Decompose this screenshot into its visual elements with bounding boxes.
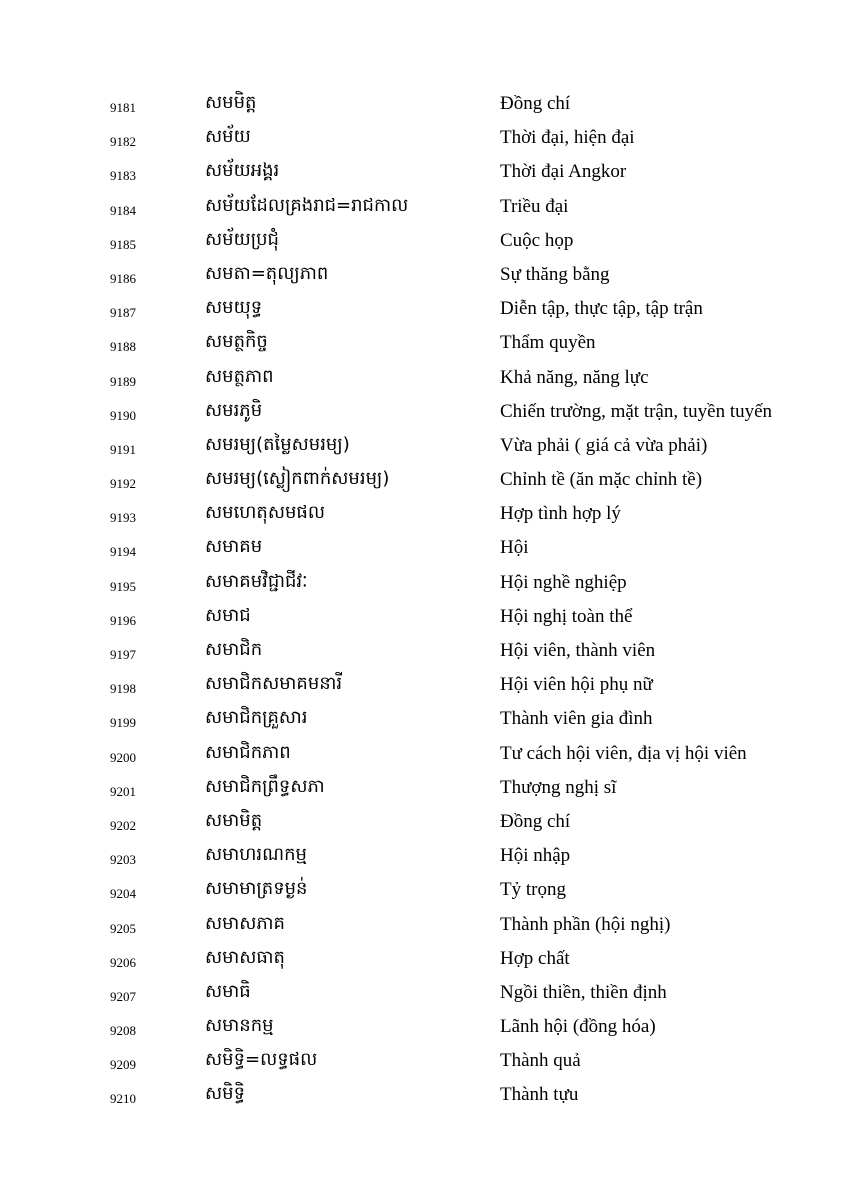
entry-row <box>0 804 848 838</box>
entry-row <box>0 325 848 359</box>
entry-row <box>0 975 848 1009</box>
entry-number: 9202 <box>110 817 136 833</box>
khmer-term: សមានកម្ម <box>205 1015 274 1037</box>
entry-number: 9189 <box>110 373 136 389</box>
vietnamese-translation: Chỉnh tề (ăn mặc chỉnh tề) <box>500 469 703 491</box>
entry-row <box>0 86 848 120</box>
khmer-term: សមិទ្ធិ=លទ្ធផល <box>205 1049 318 1071</box>
khmer-term: សមាសភាគ <box>205 912 285 934</box>
entry-number: 9209 <box>110 1057 136 1073</box>
entry-row <box>0 360 848 394</box>
entry-number: 9185 <box>110 236 136 252</box>
khmer-term: សមត្ថកិច្ច <box>205 331 268 353</box>
khmer-term: សមតា=តុល្យភាព <box>205 262 329 284</box>
khmer-term: សមរម្យ(ស្លៀកពាក់សមរម្យ) <box>205 468 390 490</box>
khmer-term: សមាគម <box>205 536 263 558</box>
vietnamese-translation: Ngồi thiền, thiền định <box>500 981 667 1003</box>
entry-number: 9190 <box>110 407 136 423</box>
vietnamese-translation: Hợp chất <box>500 947 570 969</box>
vietnamese-translation: Tư cách hội viên, địa vị hội viên <box>500 742 747 764</box>
entry-number: 9210 <box>110 1091 136 1107</box>
vietnamese-translation: Thời đại, hiện đại <box>500 127 635 149</box>
khmer-term: សម័យ <box>205 126 251 148</box>
vietnamese-translation: Hội nghị toàn thể <box>500 605 633 627</box>
entry-number: 9191 <box>110 441 136 457</box>
vietnamese-translation: Hợp tình hợp lý <box>500 503 621 525</box>
entry-row <box>0 701 848 735</box>
vietnamese-translation: Hội viên, thành viên <box>500 640 656 661</box>
entry-number: 9201 <box>110 783 136 799</box>
vietnamese-translation: Hội nghề nghiệp <box>500 571 627 593</box>
vietnamese-translation: Hội <box>500 537 529 559</box>
entry-row <box>0 1077 848 1111</box>
entry-row <box>0 565 848 599</box>
entry-number: 9188 <box>110 339 136 355</box>
entry-number: 9199 <box>110 715 136 731</box>
vietnamese-translation: Thời đại Angkor <box>500 161 627 183</box>
entry-row <box>0 770 848 804</box>
entry-row <box>0 599 848 633</box>
vietnamese-translation: Chiến trường, mặt trận, tuyền tuyến <box>500 400 773 422</box>
khmer-term: សមមិត្ត <box>205 92 257 113</box>
entry-number: 9182 <box>110 134 136 150</box>
khmer-term: សមាជិកសមាគមនារី <box>205 673 343 695</box>
vietnamese-translation: Thành viên gia đình <box>500 708 653 730</box>
entry-number: 9187 <box>110 305 136 321</box>
entry-list <box>0 86 848 1112</box>
vietnamese-translation: Sự thăng bằng <box>500 263 610 285</box>
entry-number: 9204 <box>110 886 136 902</box>
entry-number: 9198 <box>110 681 136 697</box>
entry-number: 9195 <box>110 578 136 594</box>
entry-row <box>0 736 848 770</box>
entry-number: 9183 <box>110 168 136 184</box>
entry-number: 9208 <box>110 1023 136 1039</box>
vietnamese-translation: Thượng nghị sĩ <box>500 776 617 798</box>
vietnamese-translation: Đồng chí <box>500 810 571 832</box>
entry-number: 9203 <box>110 852 136 868</box>
khmer-term: សមរភូមិ <box>205 399 263 421</box>
khmer-term: សមាសធាតុ <box>205 946 285 968</box>
entry-row <box>0 941 848 975</box>
vietnamese-translation: Vừa phải ( giá cả vừa phải) <box>500 434 708 456</box>
entry-row <box>0 394 848 428</box>
khmer-term: សមិទ្ធិ <box>205 1083 245 1105</box>
entry-number: 9181 <box>110 100 136 115</box>
khmer-term: សមយុទ្ធ <box>205 297 263 319</box>
khmer-term: សម័យប្រជុំ <box>205 228 279 250</box>
entry-number: 9194 <box>110 544 136 560</box>
entry-row <box>0 189 848 223</box>
khmer-term: សមាជិកព្រឹទ្ធសភា <box>205 775 325 797</box>
vietnamese-translation: Thành tựu <box>500 1084 579 1106</box>
khmer-term: សមាគមវិជ្ជាជីវៈ <box>205 570 308 592</box>
khmer-term: សមាមាត្រទម្ងន់ <box>205 878 308 900</box>
entry-row <box>0 838 848 872</box>
entry-row <box>0 872 848 906</box>
entry-row <box>0 223 848 257</box>
vietnamese-translation: Hội nhập <box>500 845 571 867</box>
vietnamese-translation: Lãnh hội (đồng hóa) <box>500 1016 656 1038</box>
entry-number: 9193 <box>110 510 136 526</box>
entry-row <box>0 530 848 564</box>
khmer-term: សមាធិ <box>205 980 251 1002</box>
entry-number: 9186 <box>110 270 136 286</box>
khmer-term: សមាជិកគ្រួសារ <box>205 707 308 729</box>
entry-number: 9197 <box>110 647 136 662</box>
khmer-term: សមរម្យ(តម្លៃសមរម្យ) <box>205 433 350 455</box>
khmer-term: សមាជិកភាព <box>205 741 291 763</box>
entry-row <box>0 496 848 530</box>
vietnamese-translation: Diễn tập, thực tập, tập trận <box>500 298 703 320</box>
entry-number: 9192 <box>110 476 136 492</box>
entry-number: 9196 <box>110 612 136 628</box>
vietnamese-translation: Triều đại <box>500 195 569 217</box>
vietnamese-translation: Khả năng, năng lực <box>500 366 649 388</box>
entry-row <box>0 120 848 154</box>
khmer-term: សមហេតុសមផល <box>205 502 325 524</box>
khmer-term: សមាមិត្ត <box>205 809 263 831</box>
entry-row <box>0 257 848 291</box>
entry-row <box>0 1043 848 1077</box>
entry-row <box>0 633 848 667</box>
entry-number: 9207 <box>110 988 136 1004</box>
khmer-term: សមាជិក <box>205 639 263 660</box>
vietnamese-translation: Tỷ trọng <box>500 879 566 901</box>
entry-row <box>0 154 848 188</box>
khmer-term: សមត្ថភាព <box>205 365 274 387</box>
entry-row <box>0 462 848 496</box>
khmer-term: សម័យដែលគ្រងរាជ=រាជកាល <box>205 194 409 216</box>
entry-row <box>0 1009 848 1043</box>
vietnamese-translation: Hội viên hội phụ nữ <box>500 674 653 696</box>
khmer-term: សម័យអង្គរ <box>205 160 280 182</box>
khmer-term: សមាហរណកម្ម <box>205 844 307 866</box>
vietnamese-translation: Thành phần (hội nghị) <box>500 913 671 935</box>
entry-row <box>0 907 848 941</box>
entry-number: 9206 <box>110 954 136 970</box>
vietnamese-translation: Cuộc họp <box>500 229 574 251</box>
entry-row <box>0 667 848 701</box>
vietnamese-translation: Thẩm quyền <box>500 332 596 354</box>
vietnamese-translation: Thành quả <box>500 1050 581 1072</box>
entry-number: 9200 <box>110 749 136 765</box>
entry-row <box>0 428 848 462</box>
khmer-term: សមាជ <box>205 604 251 626</box>
entry-number: 9205 <box>110 920 136 936</box>
vietnamese-translation: Đồng chí <box>500 93 571 114</box>
entry-row <box>0 291 848 325</box>
entry-number: 9184 <box>110 202 136 218</box>
